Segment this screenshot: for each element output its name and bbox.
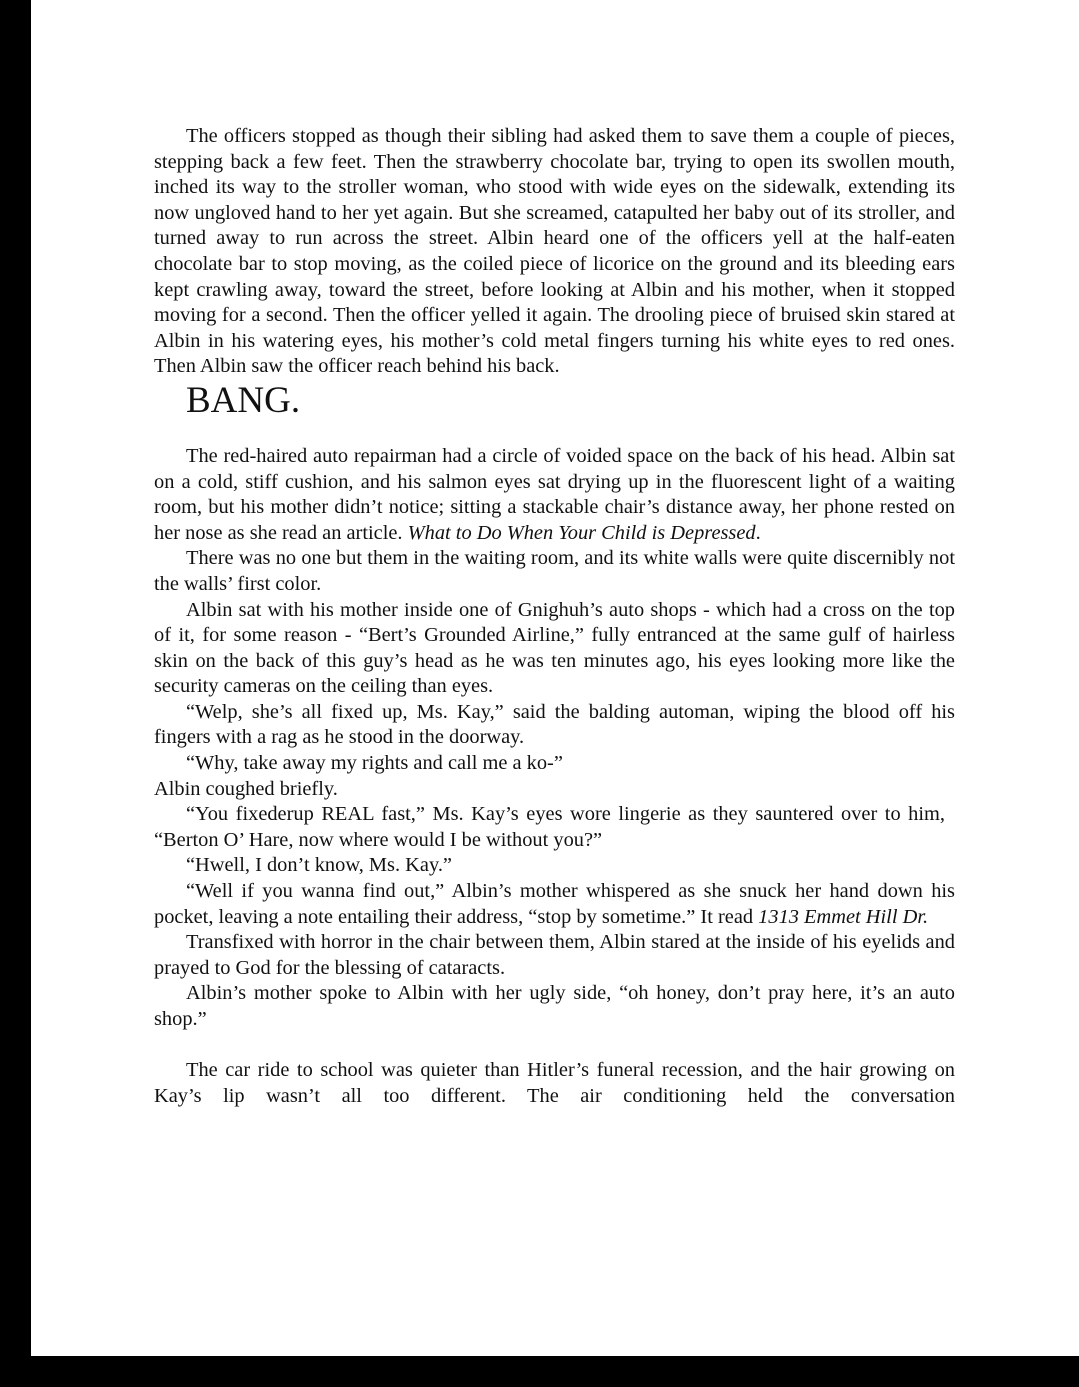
paragraph: The car ride to school was quieter than Hitler’s funeral recession, and the hair growing on Kay’s lip wasn’t all too different. The air conditioning held the conversation xyxy=(154,1059,955,1107)
paragraph: “Hwell, I don’t know, Ms. Kay.” xyxy=(186,854,452,877)
document-page xyxy=(31,0,1079,1356)
paragraph-text: The red-haired auto repairman had a circle of voided space on the back of his head. Albin sat on a cold, stiff cushion, and his salmon eyes sat drying up in the fluorescent light of a waiting room, but his mother didn’t notice; sitting a stackable chair’s distance away, her phone rested on her nose as she read an article. xyxy=(154,444,955,544)
paragraph xyxy=(154,802,955,853)
paragraph: “Why, take away my rights and call me a ko-” xyxy=(186,752,563,775)
address-text: 1313 Emmet Hill Dr. xyxy=(758,905,929,928)
paragraph: Transfixed with horror in the chair between them, Albin stared at the inside of his eyelids and prayed to God for the blessing of cataracts. xyxy=(154,931,955,979)
bang-heading: BANG. xyxy=(186,379,301,421)
paragraph: There was no one but them in the waiting room, and its white walls were quite discernibly not the walls’ first color. xyxy=(154,547,955,595)
section-gap xyxy=(154,1033,955,1059)
paragraph xyxy=(154,879,955,930)
paragraph: Albin’s mother spoke to Albin with her ugly side, “oh honey, don’t pray here, it’s an auto shop.” xyxy=(154,982,955,1030)
paragraph-text: . xyxy=(755,521,761,544)
section-gap xyxy=(154,432,955,444)
paragraph: “Welp, she’s all fixed up, Ms. Kay,” said the balding automan, wiping the blood off his fingers with a rag as he stood in the doorway. xyxy=(154,700,955,749)
paragraph-text: “You fixederup REAL fast,” Ms. Kay’s eyes wore lingerie as they sauntered over to him, xyxy=(186,803,945,826)
paragraph xyxy=(154,444,955,546)
document-body xyxy=(154,124,955,1109)
paragraph: Albin sat with his mother inside one of Gnighuh’s auto shops - which had a cross on the top of it, for some reason - “Bert’s Grounded Airline,” fully entranced at the same gulf of hairless skin on the back of this guy’s head as he was ten minutes ago, his eyes looking more like the security cameras on the ceiling than eyes. xyxy=(154,598,955,698)
paragraph: The officers stopped as though their sibling had asked them to save them a couple of pieces, stepping back a few feet. Then the strawberry chocolate bar, trying to open its swollen mouth, inched its way to the stroller woman, who stood with wide eyes on the sidewalk, extending its now ungloved hand to her yet again. But she screamed, catapulted her baby out of its stroller, and turned away to run across the street. Albin heard one of the officers yell at the half-eaten chocolate bar to stop moving, as the coiled piece of licorice on the ground and its bleeding ears kept crawling away, toward the street, before looking at Albin and his mother, when it stopped moving for a second. Then the officer yelled it again. The drooling piece of bruised skin stared at Albin in his watering eyes, his mother’s cold metal fingers turning his white eyes to red ones. Then Albin saw the officer reach behind his back. xyxy=(154,125,955,378)
paragraph: Albin coughed briefly. xyxy=(154,777,338,800)
paragraph-text: “Well if you wanna find out,” Albin’s mother whispered as she snuck her hand down his pocket, leaving a note entailing their address, “stop by sometime.” It read xyxy=(154,880,955,928)
paragraph-text: “Berton O’ Hare, now where would I be without you?” xyxy=(154,828,603,851)
article-title: What to Do When Your Child is Depressed xyxy=(407,521,756,544)
